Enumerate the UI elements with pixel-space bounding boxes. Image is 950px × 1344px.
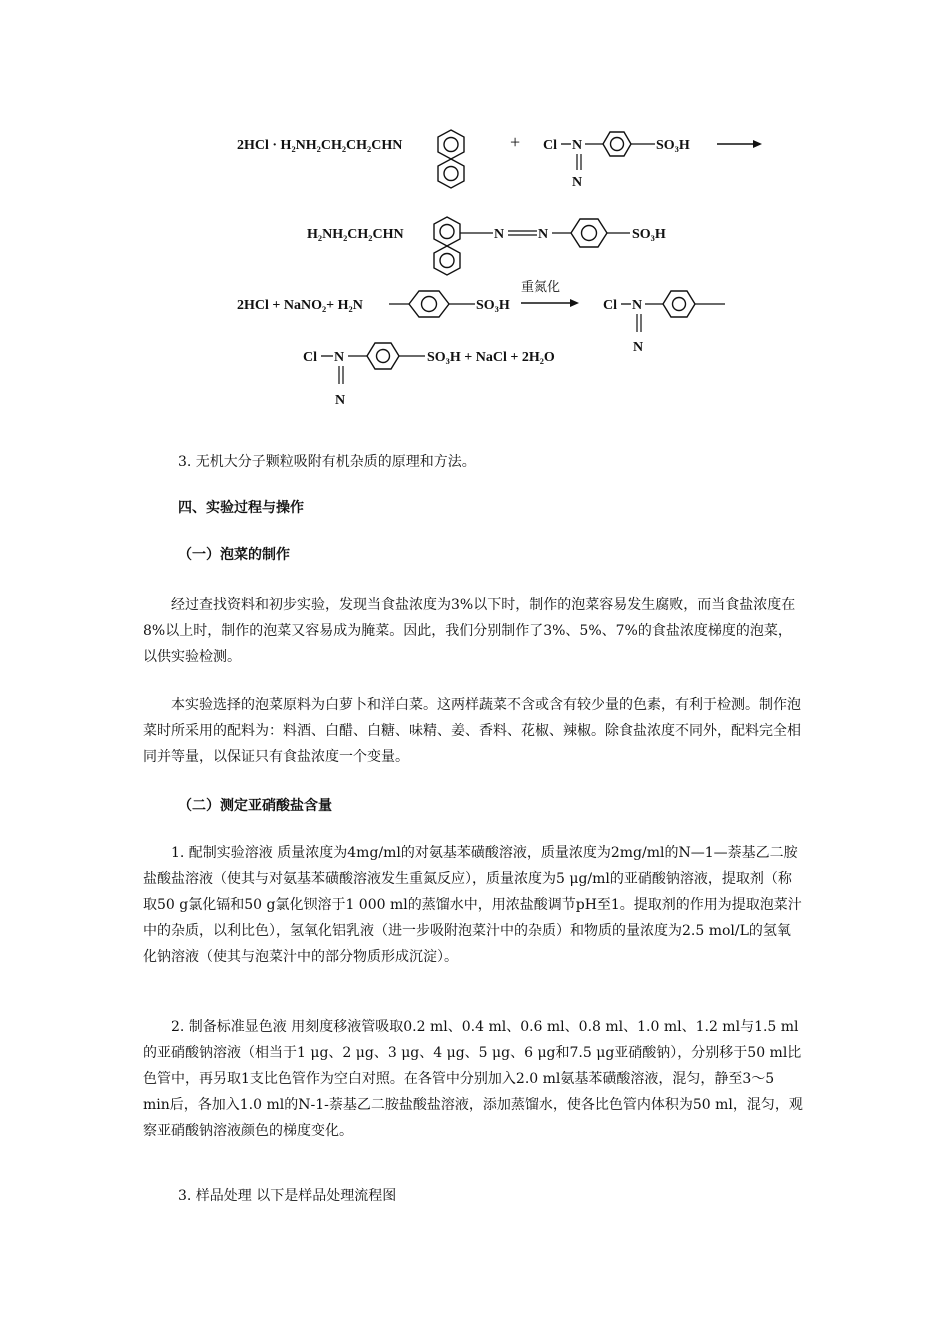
reaction-equations bbox=[225, 120, 785, 410]
benzene-ring bbox=[603, 132, 631, 156]
so3h-label: SO₃H bbox=[632, 227, 666, 242]
so3h-label: SO₃H bbox=[656, 138, 690, 153]
paragraph-standard-color: 2. 制备标准显色液 用刻度移液管吸取0.2 ml、0.4 ml、0.6 ml、0.8 ml、1.0 ml、1.2 ml与1.5 ml的亚硝酸钠溶液（相当于1 μg、2 μg、3 μg、4 μg、5 μg、6 μg和7.5 μg亚硝酸钠），分别移于50 ml比色管中，再另取1支比色管作为空白对照。在各管中分别加入2.0 ml氨基苯磺酸溶液，混匀，静至3～5 min后，各加入1.0 ml的N-1-萘基乙二胺盐酸盐溶液，添加蒸馏水，使各比色管内体积为50 ml，混匀，观察亚硝酸钠溶液颜色的梯度变化。 bbox=[143, 1019, 803, 1139]
benzene-ring bbox=[367, 343, 399, 369]
benzene-ring bbox=[663, 291, 695, 317]
n-label: N bbox=[633, 340, 644, 355]
subsection-heading-2: （二）测定亚硝酸盐含量 bbox=[178, 798, 332, 814]
paragraph-sample-processing: 3. 样品处理 以下是样品处理流程图 bbox=[178, 1188, 397, 1204]
n-label: N bbox=[335, 393, 346, 408]
product-azo-dye: H₂NH₂CH₂CHN bbox=[307, 227, 404, 242]
naphthalene-ring bbox=[438, 130, 464, 188]
plus-sign: + bbox=[510, 132, 521, 152]
subsection-heading-1: （一）泡菜的制作 bbox=[178, 547, 290, 563]
n-label: N bbox=[572, 138, 583, 153]
cl-label: Cl bbox=[303, 350, 317, 365]
list-item-3: 3. 无机大分子颗粒吸附有机杂质的原理和方法。 bbox=[178, 454, 476, 470]
cl-label: Cl bbox=[603, 298, 617, 313]
reagent-naphthylethylenediamine: 2HCl · H₂NH₂CH₂CH₂CHN bbox=[237, 138, 403, 153]
n-label: N bbox=[538, 227, 549, 242]
so3h-label: SO₃H bbox=[476, 298, 510, 313]
paragraph-pickle-making: 经过查找资料和初步实验，发现当食盐浓度为3%以下时，制作的泡菜容易发生腐败，而当食盐浓度在8%以上时，制作的泡菜又容易成为腌菜。因此，我们分别制作了3%、5%、7%的食盐浓度梯度的泡菜，以供实验检测。 bbox=[143, 597, 796, 665]
benzene-ring bbox=[409, 291, 449, 317]
n-label: N bbox=[494, 227, 505, 242]
diazotization-reagents: 2HCl + NaNO₂+ H₂N bbox=[237, 298, 363, 313]
cl-label: Cl bbox=[543, 138, 557, 153]
naphthalene-ring bbox=[434, 217, 460, 275]
diazotization-label: 重氮化 bbox=[521, 280, 561, 295]
n-label: N bbox=[572, 175, 583, 190]
section-heading-4: 四、实验过程与操作 bbox=[178, 500, 304, 516]
reaction-products: SO₃H + NaCl + 2H₂O bbox=[427, 350, 555, 365]
n-label: N bbox=[334, 350, 345, 365]
benzene-ring bbox=[571, 219, 607, 247]
paragraph-prepare-solutions: 1. 配制实验溶液 质量浓度为4mg/ml的对氨基苯磺酸溶液，质量浓度为2mg/ml的N—1—萘基乙二胺盐酸盐溶液（使其与对氨基苯磺酸溶液发生重氮反应），质量浓度为5 μg/ml的亚硝酸钠溶液，提取剂（称取50 g氯化镉和50 g氯化钡溶于1 000 ml的蒸馏水中，用浓盐酸调节pH至1。提取剂的作用为提取泡菜汁中的杂质，以利比色），氢氧化铝乳液（进一步吸附泡菜汁中的杂质）和物质的量浓度为2.5 mol/L的氢氧化钠溶液（使其与泡菜汁中的部分物质形成沉淀）。 bbox=[143, 845, 802, 965]
n-label: N bbox=[632, 298, 643, 313]
paragraph-ingredients: 本实验选择的泡菜原料为白萝卜和洋白菜。这两样蔬菜不含或含有较少量的色素，有利于检测。制作泡菜时所采用的配料为：料酒、白醋、白糖、味精、姜、香料、花椒、辣椒。除食盐浓度不同外，配料完全相同并等量，以保证只有食盐浓度一个变量。 bbox=[143, 697, 801, 765]
